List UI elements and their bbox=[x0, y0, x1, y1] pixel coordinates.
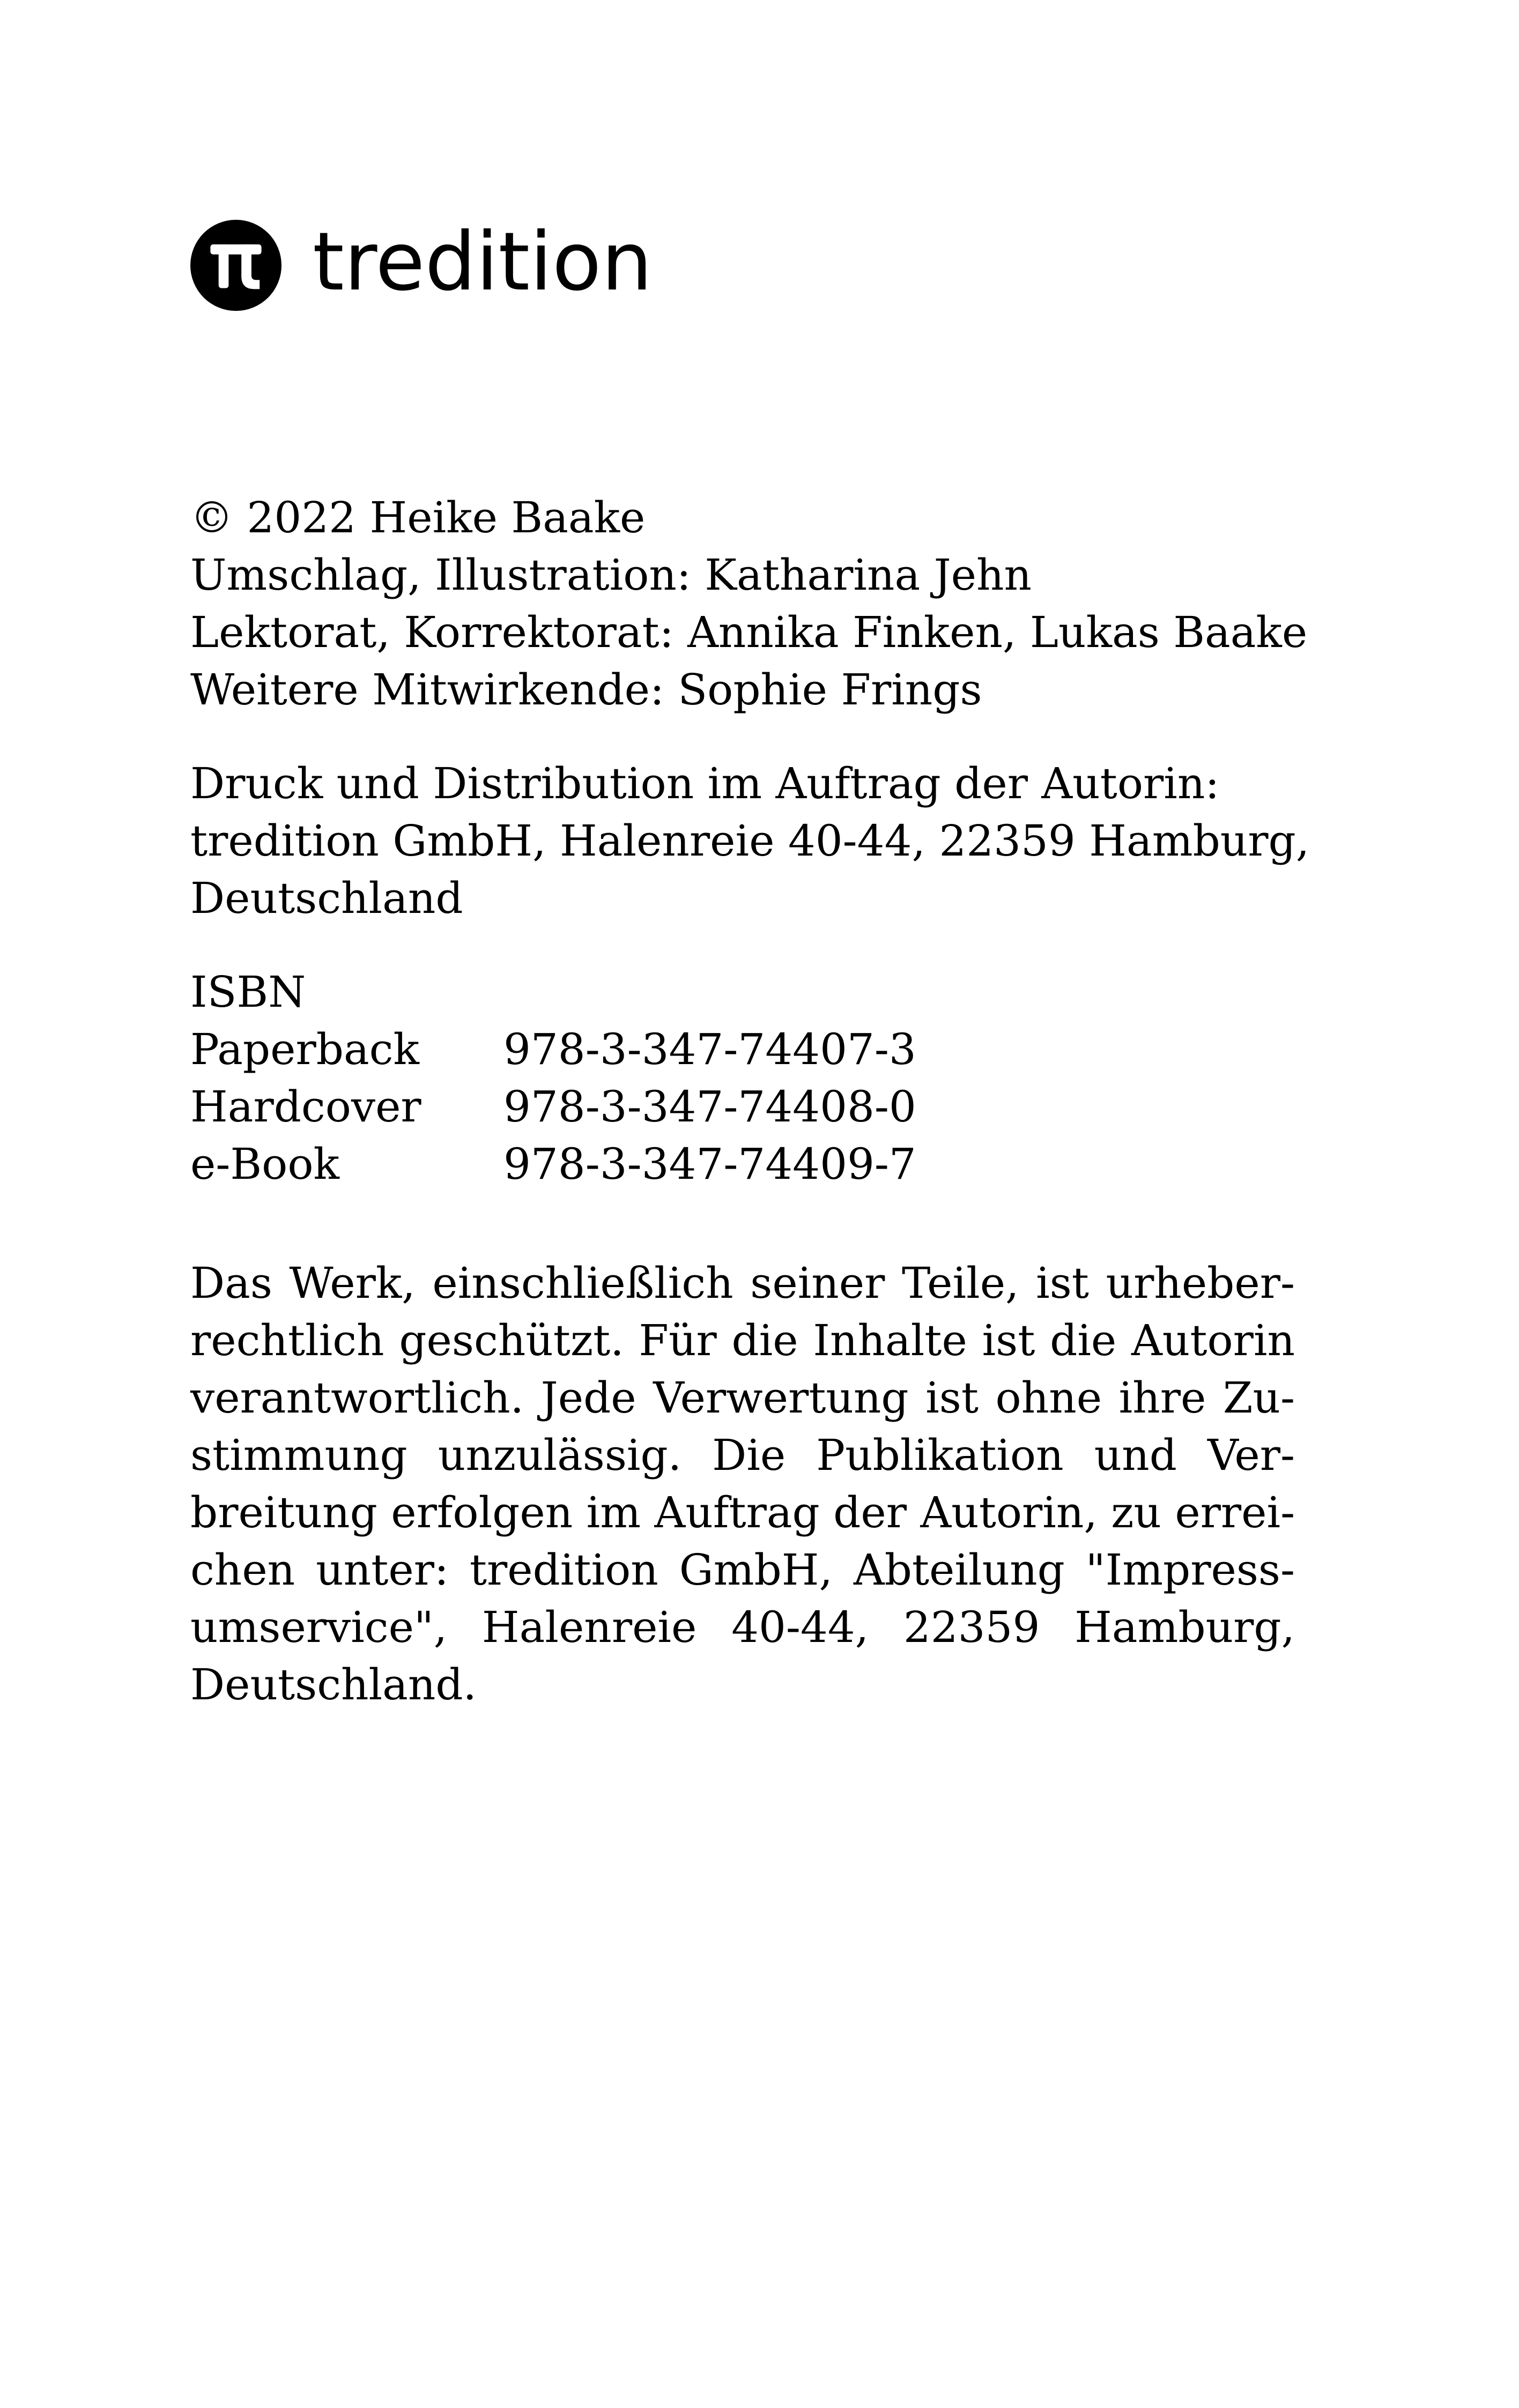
print-line: Deutschland bbox=[190, 873, 463, 923]
publisher-wordmark: tredition bbox=[313, 215, 653, 309]
print-distribution-block bbox=[190, 755, 1310, 927]
imprint-content bbox=[190, 489, 1310, 1713]
tredition-logo-icon bbox=[190, 220, 281, 311]
isbn-label: Paperback bbox=[190, 1024, 419, 1074]
print-line: tredition GmbH, Halenreie 40-44, 22359 Hamburg, bbox=[190, 816, 1310, 866]
isbn-label: Hardcover bbox=[190, 1082, 421, 1132]
isbn-heading: ISBN bbox=[190, 967, 306, 1017]
isbn-row bbox=[190, 1021, 1295, 1078]
legal-line: Das Werk, einschließlich seiner Teile, ist urheber- bbox=[190, 1258, 1295, 1308]
legal-line: chen unter: tredition GmbH, Abteilung "Impress- bbox=[190, 1545, 1295, 1595]
copyright-line: © 2022 Heike Baake bbox=[190, 493, 646, 542]
cover-credit-line: Umschlag, Illustration: Katharina Jehn bbox=[190, 550, 1032, 600]
isbn-value: 978-3-347-74407-3 bbox=[503, 1024, 916, 1074]
isbn-label: e-Book bbox=[190, 1139, 339, 1189]
legal-line: umservice", Halenreie 40-44, 22359 Hamburg, bbox=[190, 1602, 1295, 1652]
legal-notice bbox=[190, 1254, 1295, 1713]
legal-line: rechtlich geschützt. Für die Inhalte ist die Autorin bbox=[190, 1316, 1295, 1365]
legal-line: stimmung unzulässig. Die Publikation und Ver- bbox=[190, 1430, 1295, 1480]
legal-line: Deutschland. bbox=[190, 1660, 477, 1710]
editing-credit-line: Lektorat, Korrektorat: Annika Finken, Lukas Baake bbox=[190, 607, 1308, 657]
legal-line: breitung erfolgen im Auftrag der Autorin, zu errei- bbox=[190, 1488, 1295, 1537]
legal-line: verantwortlich. Jede Verwertung ist ohne ihre Zu- bbox=[190, 1373, 1295, 1423]
isbn-row bbox=[190, 1135, 1295, 1193]
isbn-value: 978-3-347-74408-0 bbox=[503, 1082, 916, 1132]
credits-block bbox=[190, 489, 1308, 718]
isbn-block bbox=[190, 963, 1295, 1193]
publisher-logo bbox=[190, 214, 653, 316]
isbn-value: 978-3-347-74409-7 bbox=[503, 1139, 916, 1189]
isbn-row bbox=[190, 1078, 1295, 1135]
print-line: Druck und Distribution im Auftrag der Autorin: bbox=[190, 759, 1220, 808]
contributors-line: Weitere Mitwirkende: Sophie Frings bbox=[190, 665, 982, 715]
